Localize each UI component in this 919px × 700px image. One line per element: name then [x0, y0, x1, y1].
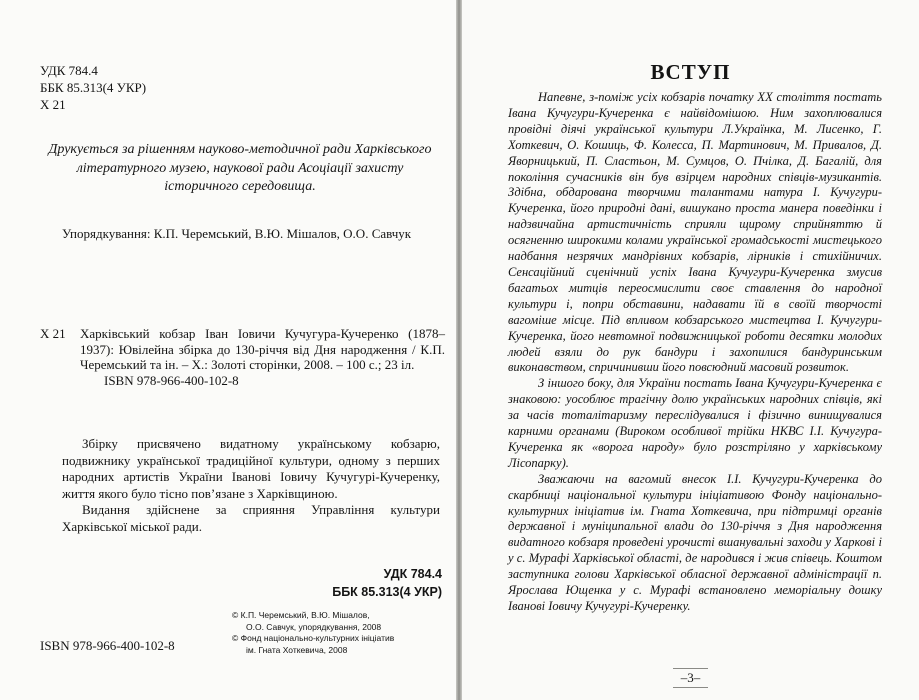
body-paragraph: Напевне, з-поміж усіх кобзарів початку XX століття постать Івана Кучугури-Кучеренка є найвідомішою. Ним захоплювалися провідні діячі української культури Л.Українка, М. Лисенко, Г. Хоткевич, О. Кошиць, Ф. Колесса, П. Мартинович, М. Привалов, Д. Яворницький, П. Сластьон, М. Сумцов, О. Пчілка, Д. Багалій, для покоління сучасників він був взірцем народних співців-музикантів. Здібна, обдарована творчими талантами натура І. Кучугури-Кучеренка, його природні дані, вишукано проста манера поведінки і надзвичайна артистичність сприяли щирому сприйняттю й осягненню широкими колами української громадськості мистецького надбання незрячих мандрівних кобзарів, лірників і стихійничих. Сенсаційний сценічний успіх Івана Кучугури-Кучеренка змусив багатьох митців переосмислити своє ставлення до народної культури і, попри обставини, надавати їй в своїй творчості вагоміше місце. Під впливом кобзарського мистецтва І. Кучугури-Кучеренка, його невтомної подвижницької роботи десятки молодих людей взяли до рук бандури і захопилися бандуринським виконавством, спричинивши його повсюдний масовий розвиток.: [508, 90, 882, 375]
bottom-bbk-code: ББК 85.313(4 УКР): [332, 585, 442, 599]
body-paragraph: Зважаючи на вагомий внесок І.І. Кучугури-Кучеренка до скарбниці національної культури ініціативою Фонду національно-культурних ініціатив ім. Гната Хоткевича, при підтримці органів державної і муніципальної влади до 130-річчя з Дня народження видатного кобзаря проведені урочисті вшанувальні заходи у Харкові і у с. Мурафі Харківської області, де народився і жив співець. Коштом заступника голови Харківської обласної державної адміністрації п. Ярослава Ющенка у с. Мурафі встановлено меморіальну дошку Івановi Іовичу Кучугурі-Кучеренку.: [508, 471, 882, 613]
copyright-line: ім. Гната Хоткевича, 2008: [246, 644, 348, 655]
copyright-line: © Фонд національно-культурних ініціатив: [232, 633, 395, 643]
author-mark: Х 21: [40, 97, 66, 112]
chapter-heading: ВСТУП: [650, 60, 731, 84]
bbk-code: ББК 85.313(4 УКР): [40, 80, 147, 95]
page-number: [462, 668, 919, 688]
copyright-line: О.О. Савчук, упорядкування, 2008: [246, 621, 382, 632]
copyright-notice: [232, 610, 432, 656]
isbn-number: ISBN 978-966-400-102-8: [40, 638, 175, 653]
dedication-paragraph: Збірку присвячено видатному українському кобзарю, подвижнику української традиційної культури, одному з перших народних артистів України Івановi Іовичу Кучугурі-Кучеренку, життя якого було тісно пов’язане з Харківщиною.: [62, 436, 440, 501]
bibliographic-text: Харківський кобзар Іван Іовичи Кучугура-Кучеренко (1878–1937): Ювілейна збірка до 130-річчя від Дня народження / К.П. Черемський та ін. – Х.: Золоті сторінки, 2008. – 100 с.; 23 іл.: [80, 326, 445, 373]
classification-codes: [40, 62, 146, 113]
introduction-text: [508, 90, 882, 615]
udc-code: УДК 784.4: [40, 63, 98, 78]
dedication: [62, 436, 440, 535]
support-paragraph: Видання здійснене за сприяння Управління культури Харківської міської ради.: [62, 502, 440, 534]
compilers-line: Упорядкування: К.П. Черемський, В.Ю. Мішалов, О.О. Савчук: [62, 226, 412, 241]
bibliographic-isbn: ISBN 978-966-400-102-8: [104, 372, 239, 388]
copyright-line: © К.П. Черемський, В.Ю. Мішалов,: [232, 610, 370, 620]
bibliographic-mark: Х 21: [40, 326, 66, 341]
bottom-classification-codes: [300, 565, 442, 601]
bottom-udc-code: УДК 784.4: [383, 567, 442, 581]
body-paragraph: З іншого боку, для України постать Івана Кучугури-Кучеренка є знаковою: уособлює трагічну долю українських народних співців, які за часів тоталітаризму переслідувалися і фізично винищувалися карними органами (Вироком особливої трійки НКВС І.І. Кучугура-Кучеренка як «ворога народу» було розстріляно у харківському Лісопарку).: [508, 376, 882, 470]
bibliographic-record: [40, 326, 445, 388]
publication-decision: Друкується за рішенням науково-методичної ради Харківського літературного музею, наукової ради Асоціації захисту історичного середовища.: [48, 142, 432, 194]
page-number-label: –3–: [673, 668, 709, 688]
